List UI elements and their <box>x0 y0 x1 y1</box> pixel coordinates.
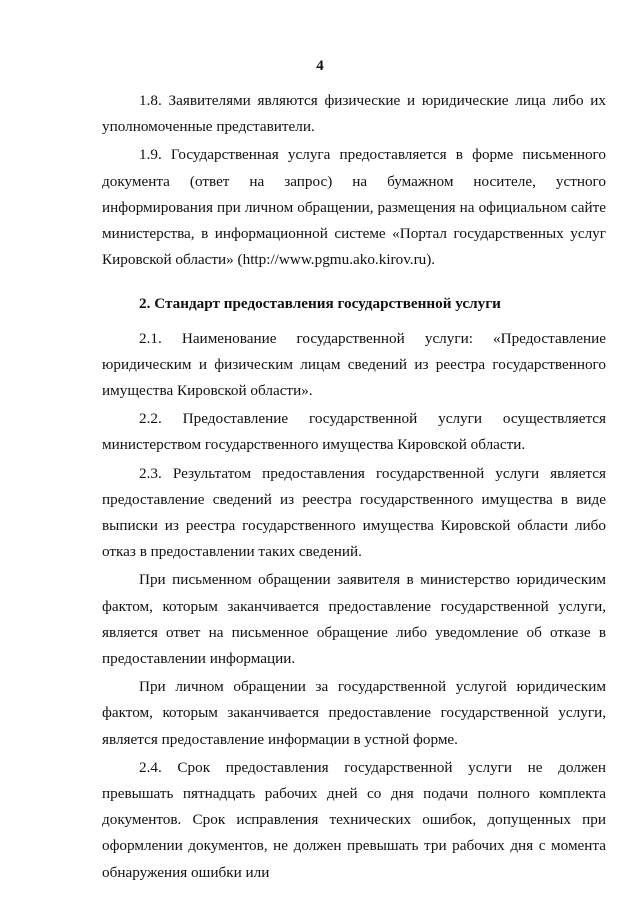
page-number: 4 <box>316 58 324 74</box>
section-2-heading: 2. Стандарт предоставления государственной услуги <box>139 295 501 313</box>
paragraph-written-request: При письменном обращении заявителя в министерство юридическим фактом, которым заканчивается предоставление государственной услуги, является ответ на письменное обращение либо уведомление об отказе в предоставлении информации. <box>102 571 606 668</box>
paragraph-personal-request: При личном обращении за государственной услугой юридическим фактом, которым заканчивается предоставление государственной услуги, является предоставление информации в устной форме. <box>102 678 606 748</box>
paragraph-1-9: 1.9. Государственная услуга предоставляется в форме письменного документа (ответ на запрос) на бумажном носителе, устного информирования при личном обращении, размещения на официальном сайте министерства, в информационной системе «Портал государственных услуг Кировской области» (http://www.pgmu.ako.kirov.ru). <box>102 146 606 269</box>
paragraph-1-8: 1.8. Заявителями являются физические и юридические лица либо их уполномоченные представители. <box>102 92 606 136</box>
document-body <box>102 88 606 888</box>
paragraph-2-3: 2.3. Результатом предоставления государственной услуги является предоставление сведений из реестра государственного имущества в виде выписки из реестра государственного имущества Кировской области либо отказ в предоставлении таких сведений. <box>102 464 606 561</box>
paragraph-2-1: 2.1. Наименование государственной услуги: «Предоставление юридическим и физическим лицам сведений из реестра государственного имущества Кировской области». <box>102 329 606 400</box>
paragraph-2-4: 2.4. Срок предоставления государственной услуги не должен превышать пятнадцать рабочих дней со дня подачи полного комплекта документов. Срок исправления технических ошибок, допущенных при оформлении документов, не должен превышать три рабочих дня с момента обнаружения ошибки или <box>102 758 606 881</box>
paragraph-2-2: 2.2. Предоставление государственной услуги осуществляется министерством государственного имущества Кировской области. <box>102 410 606 454</box>
